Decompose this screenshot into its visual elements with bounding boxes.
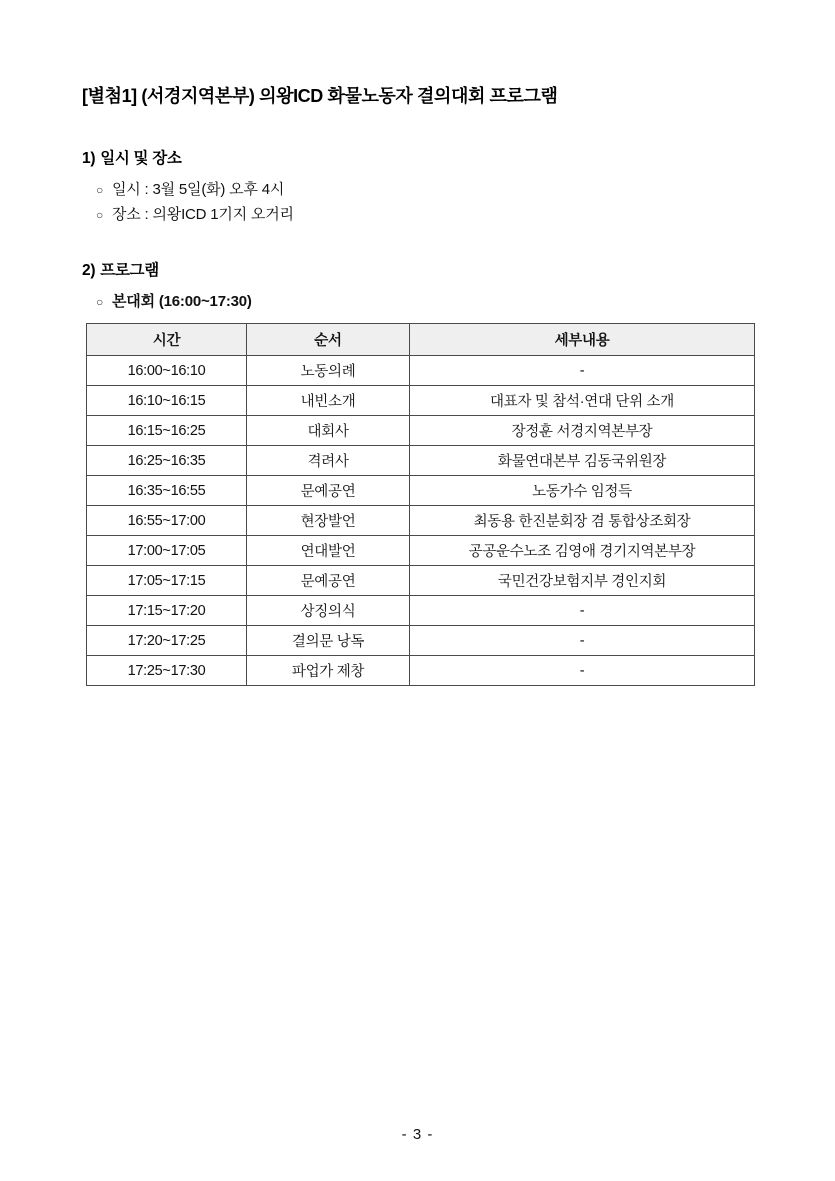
circle-bullet-icon: ○	[96, 208, 104, 222]
table-row	[87, 626, 755, 656]
program-subtitle	[96, 290, 753, 311]
cell-detail: 장정훈 서경지역본부장	[410, 416, 755, 446]
cell-order: 연대발언	[247, 536, 410, 566]
list-item-text: 일시 : 3월 5일(화) 오후 4시	[112, 181, 285, 198]
cell-detail: -	[410, 356, 755, 386]
circle-bullet-icon: ○	[96, 183, 104, 197]
table-row	[87, 536, 755, 566]
list-item	[96, 178, 753, 199]
table-row	[87, 656, 755, 686]
program-table	[86, 323, 755, 686]
list-item	[96, 203, 753, 224]
cell-order: 문예공연	[247, 476, 410, 506]
cell-time: 16:15~16:25	[87, 416, 247, 446]
program-subtitle-text: 본대회 (16:00~17:30)	[112, 293, 252, 310]
page-number: - 3 -	[401, 1126, 434, 1143]
cell-time: 16:55~17:00	[87, 506, 247, 536]
section-heading-1	[82, 146, 753, 168]
cell-detail: -	[410, 656, 755, 686]
list-item-text: 장소 : 의왕ICD 1기지 오거리	[112, 206, 294, 223]
cell-order: 대회사	[247, 416, 410, 446]
table-row	[87, 566, 755, 596]
cell-time: 16:35~16:55	[87, 476, 247, 506]
table-row	[87, 356, 755, 386]
cell-order: 결의문 낭독	[247, 626, 410, 656]
table-row	[87, 386, 755, 416]
cell-detail: 대표자 및 참석·연대 단위 소개	[410, 386, 755, 416]
page-title: [별첨1] (서경지역본부) 의왕ICD 화물노동자 결의대회 프로그램	[82, 86, 558, 106]
column-header-order: 순서	[247, 324, 410, 356]
cell-detail: -	[410, 626, 755, 656]
cell-detail: 화물연대본부 김동국위원장	[410, 446, 755, 476]
cell-order: 파업가 제창	[247, 656, 410, 686]
table-row	[87, 596, 755, 626]
cell-detail: 국민건강보험지부 경인지회	[410, 566, 755, 596]
column-header-time: 시간	[87, 324, 247, 356]
cell-detail: 최동용 한진분회장 겸 통합상조회장	[410, 506, 755, 536]
section-heading-2	[82, 258, 753, 280]
cell-order: 현장발언	[247, 506, 410, 536]
cell-time: 17:20~17:25	[87, 626, 247, 656]
cell-time: 17:05~17:15	[87, 566, 247, 596]
cell-time: 17:00~17:05	[87, 536, 247, 566]
cell-order: 격려사	[247, 446, 410, 476]
section-title-1: 일시 및 장소	[100, 150, 182, 167]
table-row	[87, 476, 755, 506]
cell-order: 상징의식	[247, 596, 410, 626]
table-row	[87, 416, 755, 446]
table-row	[87, 506, 755, 536]
cell-time: 17:15~17:20	[87, 596, 247, 626]
section-datetime-location	[82, 146, 753, 224]
cell-detail: 노동가수 임정득	[410, 476, 755, 506]
cell-time: 16:00~16:10	[87, 356, 247, 386]
cell-order: 문예공연	[247, 566, 410, 596]
circle-bullet-icon: ○	[96, 295, 103, 309]
section-title-2: 프로그램	[100, 262, 159, 279]
section-program	[82, 258, 753, 686]
cell-time: 16:10~16:15	[87, 386, 247, 416]
cell-detail: -	[410, 596, 755, 626]
cell-time: 16:25~16:35	[87, 446, 247, 476]
section-number-2: 2)	[82, 262, 96, 279]
cell-time: 17:25~17:30	[87, 656, 247, 686]
cell-detail: 공공운수노조 김영애 경기지역본부장	[410, 536, 755, 566]
cell-order: 노동의례	[247, 356, 410, 386]
column-header-detail: 세부내용	[410, 324, 755, 356]
section-number-1: 1)	[82, 150, 96, 167]
table-header-row	[87, 324, 755, 356]
cell-order: 내빈소개	[247, 386, 410, 416]
table-row	[87, 446, 755, 476]
